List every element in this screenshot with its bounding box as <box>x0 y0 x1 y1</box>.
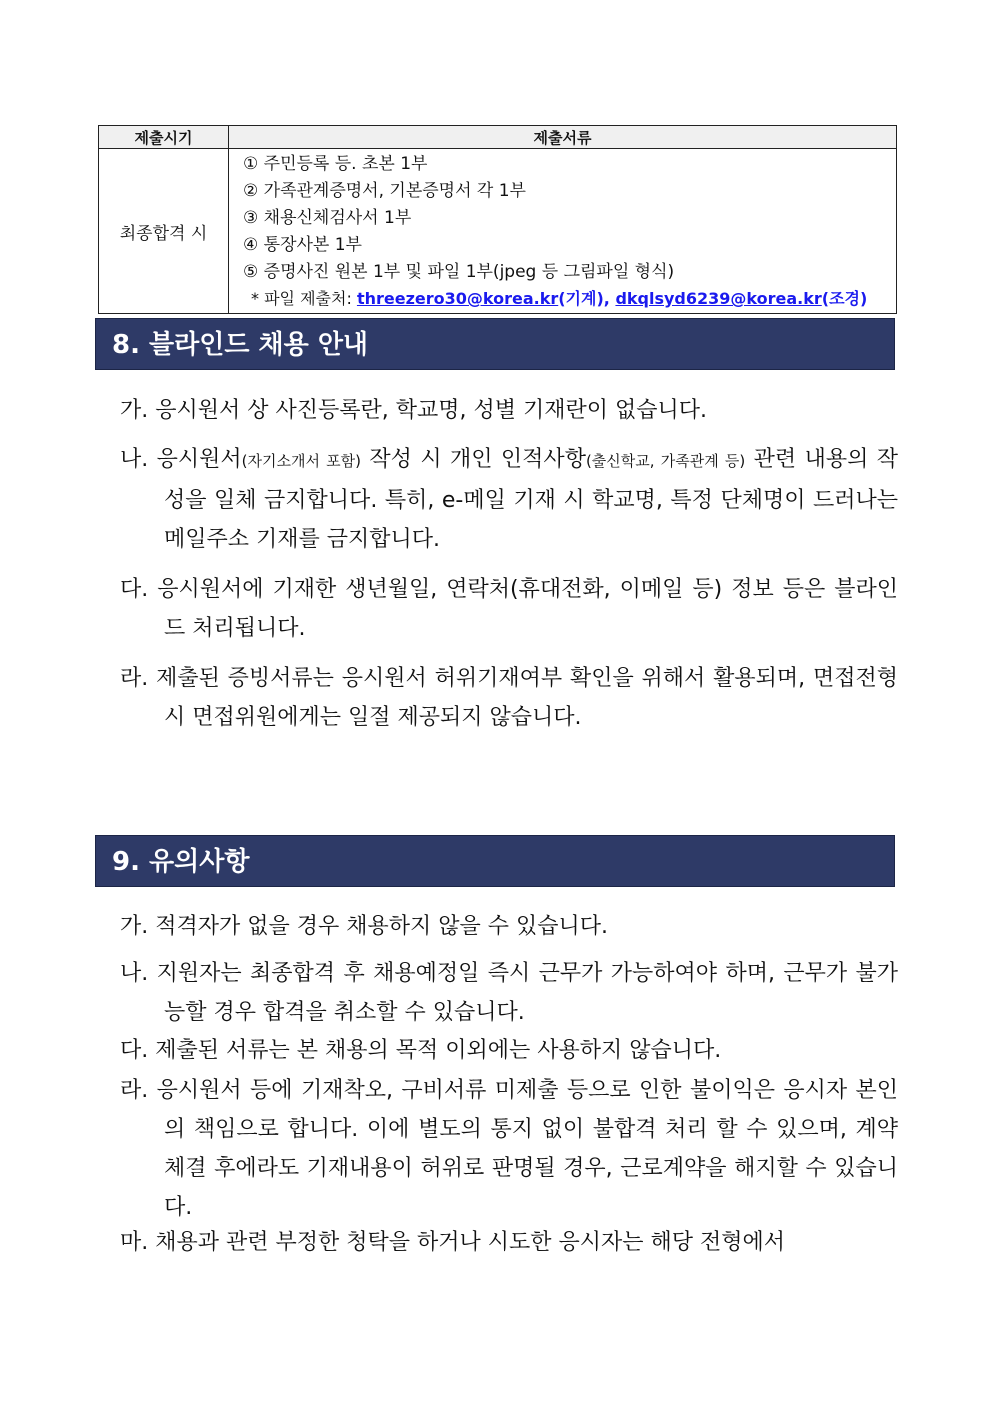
doc-item: ③ 채용신체검사서 1부 <box>243 208 412 228</box>
header-docs: 제출서류 <box>229 126 897 149</box>
note-prefix: * 파일 제출처: <box>251 289 357 308</box>
item-b-note1: (자기소개서 포함) <box>241 452 361 470</box>
cell-when: 최종합격 시 <box>99 149 229 314</box>
table-header-row <box>99 126 897 149</box>
submission-note <box>243 286 896 311</box>
doc-item: ⑤ 증명사진 원본 1부 및 파일 1부(jpeg 등 그림파일 형식) <box>243 262 675 282</box>
item-b-part3: 관련 내용의 작성을 일체 금지합니다. 특히, e-메일 기재 시 학교명, 특정 단체명이 드러나는 메일주소 기재를 금지합니다. <box>164 447 899 552</box>
note-separator: , <box>603 289 616 308</box>
table-row <box>99 149 897 314</box>
section-9-item-c: 다. 제출된 서류는 본 채용의 목적 이외에는 사용하지 않습니다. <box>120 1038 722 1063</box>
section-9-item-e: 마. 채용과 관련 부정한 청탁을 하거나 시도한 응시자는 해당 전형에서 <box>120 1230 785 1255</box>
section-8-item-a: 가. 응시원서 상 사진등록란, 학교명, 성별 기재란이 없습니다. <box>120 398 707 423</box>
email-link-machine[interactable]: threezero30@korea.kr <box>356 289 559 308</box>
section-9-item-d: 라. 응시원서 등에 기재착오, 구비서류 미제출 등으로 인한 불이익은 응시자 본인의 책임으로 합니다. 이에 별도의 통지 없이 불합격 처리 할 수 있으며, 계약체결 후에라도 기재내용이 허위로 판명될 경우, 근로계약을 해지할 수 있습니다. <box>120 1078 898 1220</box>
note-tag-machine: (기계) <box>558 289 604 308</box>
header-when: 제출시기 <box>99 126 229 149</box>
cell-docs <box>229 149 897 314</box>
email-link-landscape[interactable]: dkqlsyd6239@korea.kr <box>615 289 822 308</box>
submission-table <box>98 125 897 314</box>
doc-item: ① 주민등록 등. 초본 1부 <box>243 154 428 174</box>
section-9-item-a: 가. 적격자가 없을 경우 채용하지 않을 수 있습니다. <box>120 914 608 939</box>
section-8-item-b <box>120 440 898 559</box>
item-b-note2: (출신학교, 가족관계 등) <box>585 452 746 470</box>
note-tag-landscape: (조경) <box>821 289 868 308</box>
section-9-item-b: 나. 지원자는 최종합격 후 채용예정일 즉시 근무가 가능하여야 하며, 근무가 불가능할 경우 합격을 취소할 수 있습니다. <box>120 961 898 1025</box>
doc-item: ② 가족관계증명서, 기본증명서 각 1부 <box>243 181 526 201</box>
doc-item: ④ 통장사본 1부 <box>243 235 362 255</box>
item-b-part2: 작성 시 개인 인적사항 <box>361 447 586 472</box>
section-9-title: 9. 유의사항 <box>95 835 895 887</box>
section-8-item-d: 라. 제출된 증빙서류는 응시원서 허위기재여부 확인을 위해서 활용되며, 면접전형 시 면접위원에게는 일절 제공되지 않습니다. <box>120 666 898 730</box>
section-8-item-c: 다. 응시원서에 기재한 생년월일, 연락처(휴대전화, 이메일 등) 정보 등은 블라인드 처리됩니다. <box>120 577 898 641</box>
section-8-title: 8. 블라인드 채용 안내 <box>95 318 895 370</box>
item-b-part1: 나. 응시원서 <box>120 447 242 472</box>
